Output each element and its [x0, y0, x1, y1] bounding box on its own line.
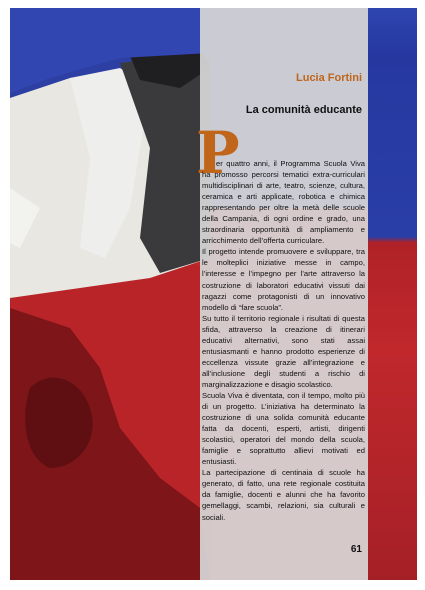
- article-column: [196, 8, 368, 580]
- article-title: La comunità educante: [245, 104, 362, 116]
- page-number: 61: [350, 544, 362, 555]
- paragraph-5: La partecipazione di centinaia di scuole ha generato, di fatto, una rete regionale costituita da famiglie, docenti e alunni che ha favorito gemellaggi, scambi, relazioni, sia culturali e sociali.: [202, 468, 365, 522]
- paragraph-4: Scuola Viva è diventata, con il tempo, molto più di un progetto. L’iniziativa ha determinato la costruzione di una solida comunità educante fatta da docenti, esperti, artisti, dirigenti scolastici, operatori del mondo della scuola, famiglie e soprattutto allievi motivati ed entusiasti.: [202, 390, 365, 467]
- drop-cap: P: [196, 119, 240, 187]
- author-name: Lucia Fortini: [296, 72, 362, 84]
- paragraph-1: er quattro anni, il Programma Scuola Viva ha promosso percorsi tematici extra-curriculari multidisciplinari di arte, teatro, scienze, cultura, ceramica e arti applicate, robotica e chimica rappresentando per oltre la metà delle scuole della Campania, di ogni ordine e grado, una straordinaria opportunità di ampliamento e arricchimento dell’offerta curriculare.: [202, 159, 365, 246]
- magazine-page: [10, 8, 417, 580]
- article-body: [202, 158, 365, 523]
- paragraph-2: Il progetto intende promuovere e sviluppare, tra le molteplici iniziative messe in campo, l’interesse e l’impegno per l’arte attraverso la costruzione di laboratori educativi vissuti dai ragazzi come protagonisti di un innovativo modello di “fare scuola”.: [202, 247, 365, 312]
- paragraph-3: Su tutto il territorio regionale i risultati di questa sfida, attraverso la creazione di itinerari educativi alternativi, sono stati assai entusiasmanti e hanno prodotto esperienze di eccellenza vissute grazie all’integrazione e all’inclusione degli studenti a rischio di marginalizzazione e disagio scolastico.: [202, 313, 365, 389]
- photo-right-strip: [368, 8, 417, 580]
